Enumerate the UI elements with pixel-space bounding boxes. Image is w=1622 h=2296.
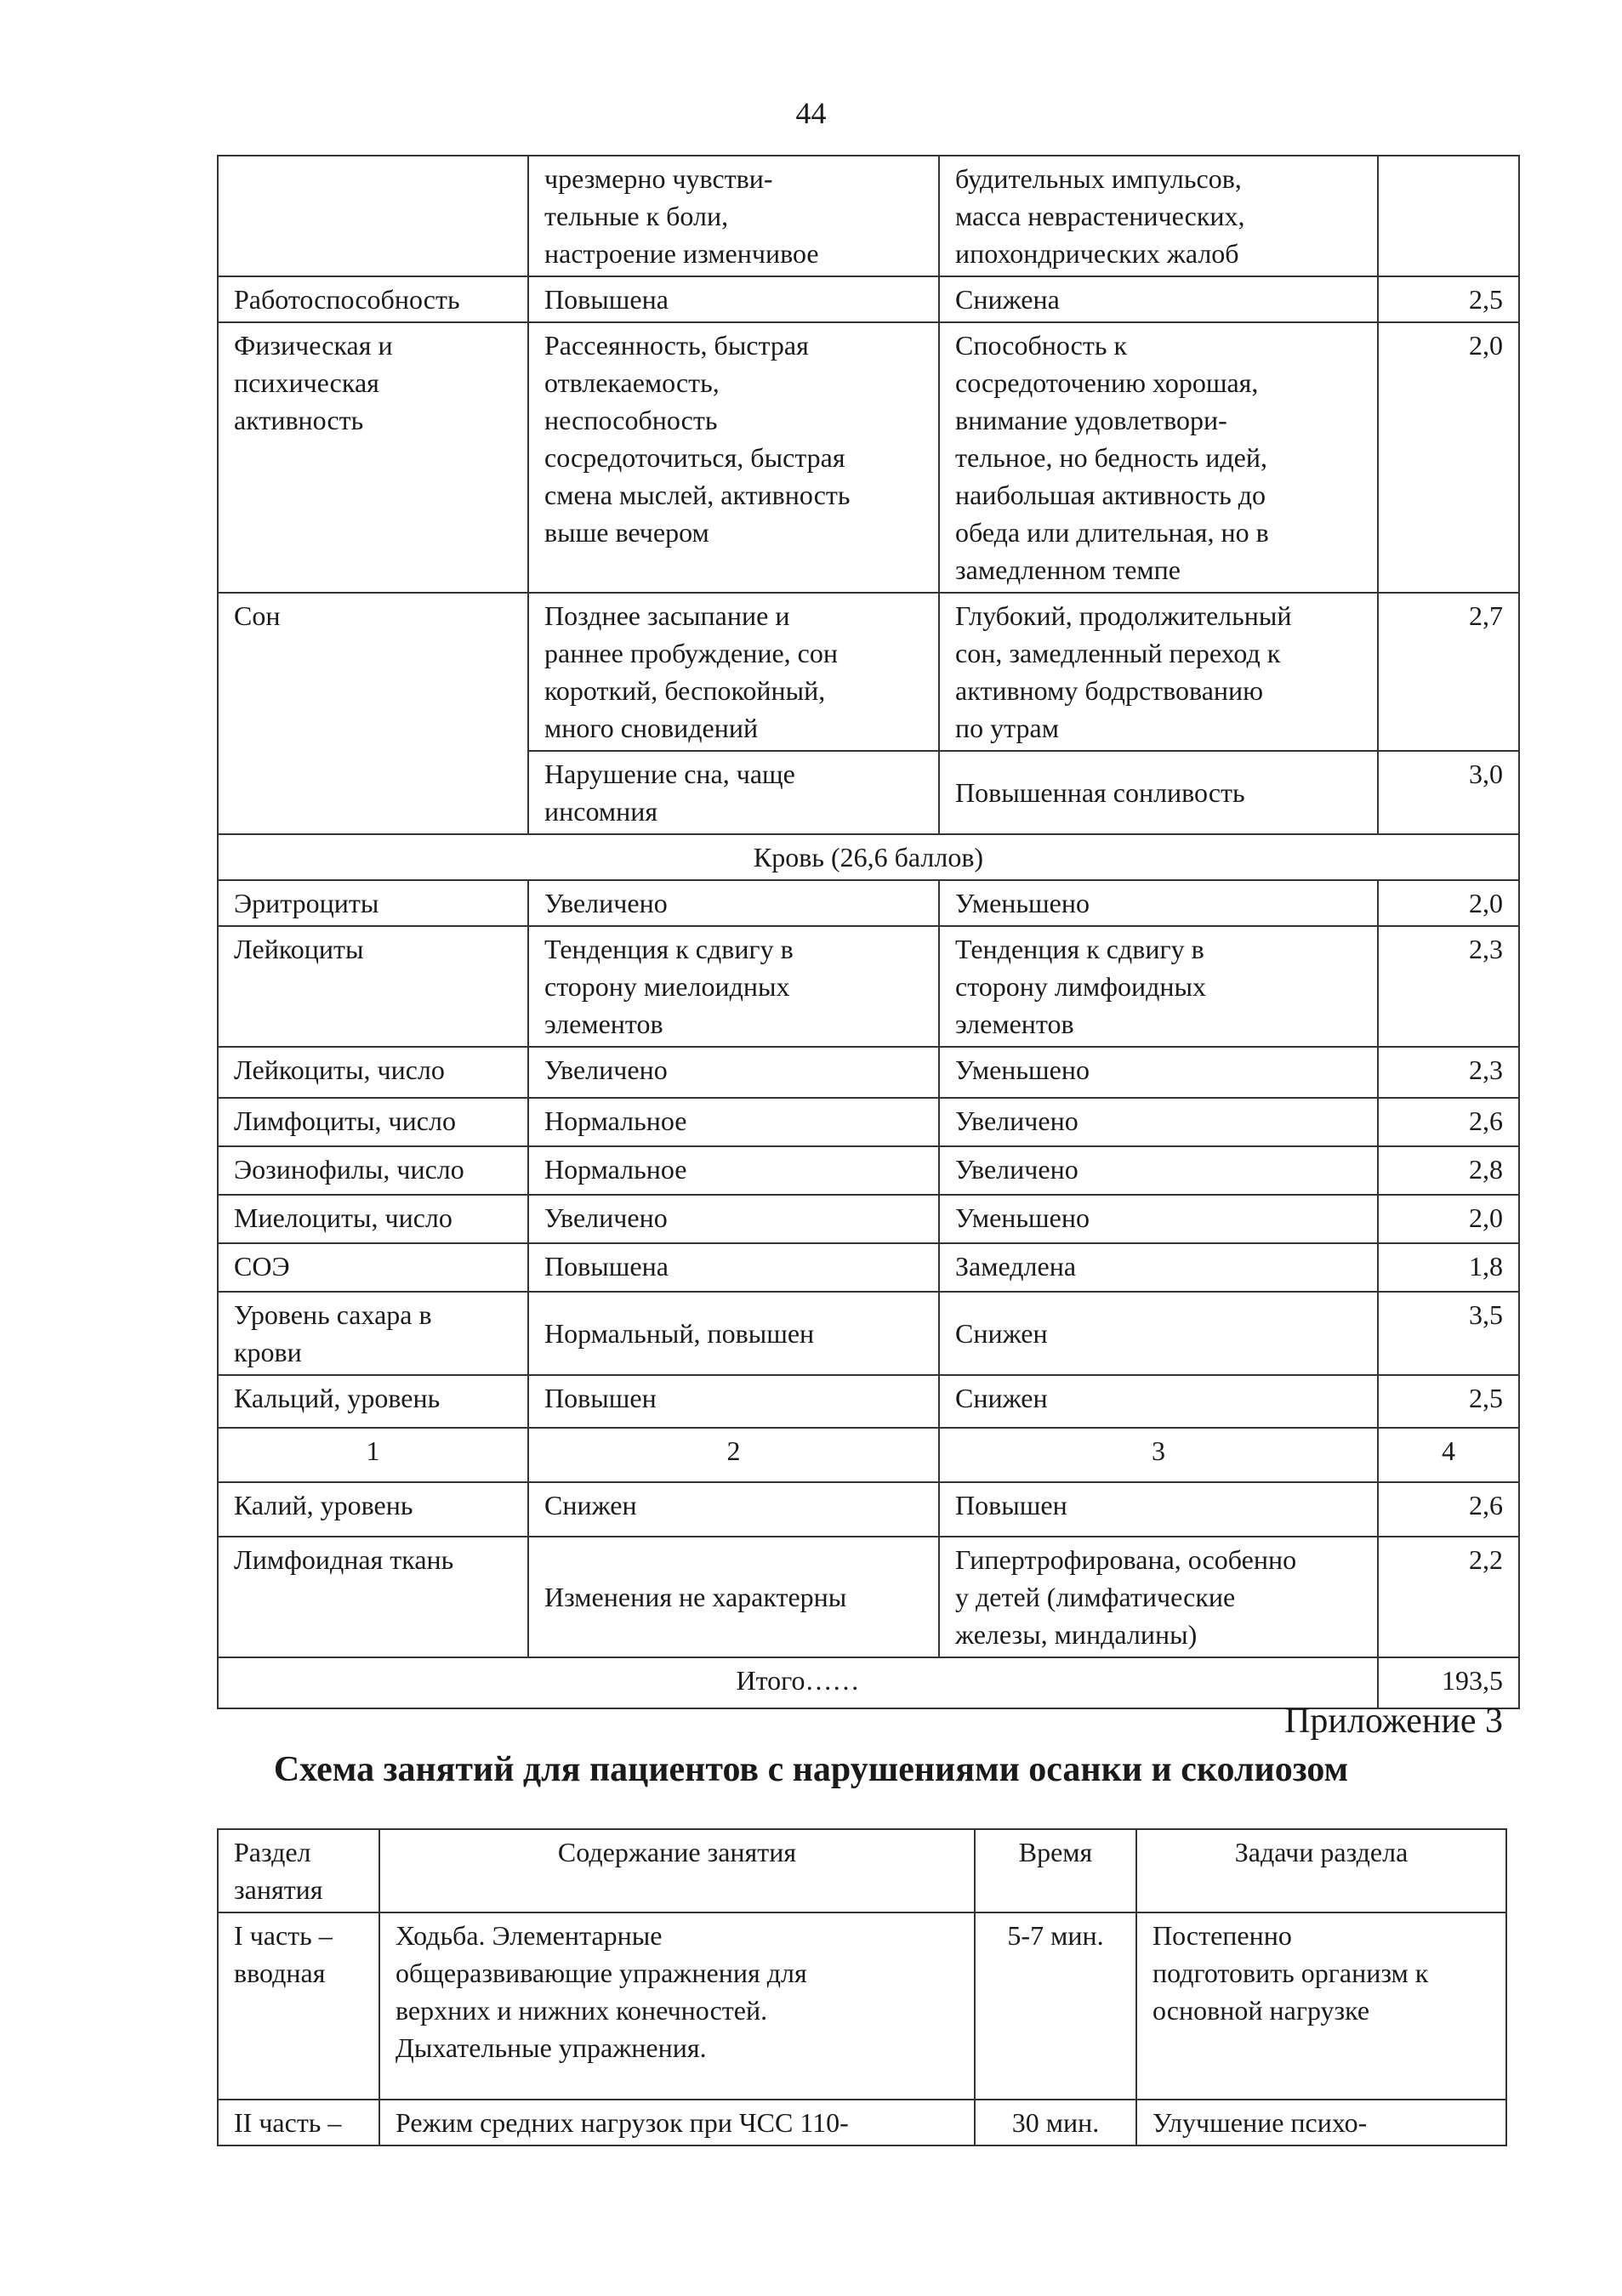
table-cell: Способность к сосредоточению хорошая, внимание удовлетвори- тельное, но бедность идей, наибольшая активность до обеда или длительная, но в замедленном темпе (939, 322, 1378, 593)
table-cell: 2,3 (1378, 1047, 1519, 1098)
table-row (218, 276, 1519, 322)
constitution-table (217, 155, 1520, 1709)
table-row (218, 1292, 1519, 1375)
table-cell: Лейкоциты, число (218, 1047, 528, 1098)
table-cell: Нормальное (528, 1146, 939, 1195)
table-row (218, 593, 1519, 751)
table-cell: чрезмерно чувстви- тельные к боли, настроение изменчивое (528, 156, 939, 276)
table-cell: 1,8 (1378, 1243, 1519, 1292)
table-cell: Уменьшено (939, 1195, 1378, 1243)
table-cell: Тенденция к сдвигу в сторону лимфоидных элементов (939, 926, 1378, 1047)
table-cell: будительных импульсов, масса неврастенических, ипохондрических жалоб (939, 156, 1378, 276)
table-cell: Гипертрофирована, особенно у детей (лимфатические железы, миндалины) (939, 1537, 1378, 1657)
table-cell: 2,6 (1378, 1098, 1519, 1146)
table-cell: Повышен (528, 1375, 939, 1428)
column-number: 1 (218, 1428, 528, 1482)
table-cell: Ходьба. Элементарные общеразвивающие упражнения для верхних и нижних конечностей. Дыхательные упражнения. (379, 1912, 975, 2100)
table-cell: Уменьшено (939, 1047, 1378, 1098)
table-cell: Увеличено (939, 1098, 1378, 1146)
table-row (218, 834, 1519, 880)
table-cell: Увеличено (528, 880, 939, 926)
table-row (218, 1098, 1519, 1146)
table-cell: Позднее засыпание и раннее пробуждение, сон короткий, беспокойный, много сновидений (528, 593, 939, 751)
table-cell: Замедлена (939, 1243, 1378, 1292)
page-number: 44 (795, 96, 827, 130)
table-cell: 2,3 (1378, 926, 1519, 1047)
table-cell (218, 156, 528, 276)
exercise-schedule-table (217, 1828, 1507, 2146)
table-cell: 5-7 мин. (975, 1912, 1136, 2100)
table-cell: 3,5 (1378, 1292, 1519, 1375)
table-cell: Уровень сахара в крови (218, 1292, 528, 1375)
table-cell: Нормальный, повышен (528, 1292, 939, 1375)
blood-section-header: Кровь (26,6 баллов) (218, 834, 1519, 880)
table-row (218, 1375, 1519, 1428)
table-header-cell: Время (975, 1829, 1136, 1912)
table-cell: Снижен (939, 1375, 1378, 1428)
table-cell: 2,0 (1378, 322, 1519, 593)
table-cell: Снижен (528, 1482, 939, 1537)
table-cell: Сон (218, 593, 528, 834)
table-cell: Уменьшено (939, 880, 1378, 926)
table-cell: Повышена (528, 276, 939, 322)
table-row (218, 156, 1519, 276)
table-row (218, 2100, 1506, 2145)
table-cell: 2,5 (1378, 276, 1519, 322)
table-row (218, 1912, 1506, 2100)
table-cell: 2,0 (1378, 1195, 1519, 1243)
table-cell: Эозинофилы, число (218, 1146, 528, 1195)
table-cell: Повышенная сонливость (939, 751, 1378, 834)
table-cell: Улучшение психо- (1136, 2100, 1506, 2145)
table-row (218, 1047, 1519, 1098)
table-row (218, 880, 1519, 926)
table-cell: Увеличено (528, 1195, 939, 1243)
table-cell: Постепенно подготовить организм к основной нагрузке (1136, 1912, 1506, 2100)
table-cell: Увеличено (939, 1146, 1378, 1195)
table-cell: 2,6 (1378, 1482, 1519, 1537)
table-cell: Режим средних нагрузок при ЧСС 110- (379, 2100, 975, 2145)
table-cell: 2,5 (1378, 1375, 1519, 1428)
table-cell: 2,8 (1378, 1146, 1519, 1195)
table-header-cell: Задачи раздела (1136, 1829, 1506, 1912)
table-cell: Глубокий, продолжительный сон, замедленный переход к активному бодрствованию по утрам (939, 593, 1378, 751)
table-cell: Снижен (939, 1292, 1378, 1375)
table-row (218, 926, 1519, 1047)
table-cell: I часть – вводная (218, 1912, 379, 2100)
table-cell: Снижена (939, 276, 1378, 322)
section-title: Схема занятий для пациентов с нарушениями осанки и сколиозом (273, 1750, 1349, 1789)
table-cell: Нарушение сна, чаще инсомния (528, 751, 939, 834)
table-row (218, 1243, 1519, 1292)
column-number: 2 (528, 1428, 939, 1482)
table-cell: Лимфоидная ткань (218, 1537, 528, 1657)
table-cell: Повышен (939, 1482, 1378, 1537)
table-cell: Эритроциты (218, 880, 528, 926)
table-row (218, 322, 1519, 593)
table-header-cell: Содержание занятия (379, 1829, 975, 1912)
table-row (218, 1195, 1519, 1243)
table-cell: Лимфоциты, число (218, 1098, 528, 1146)
table-cell: 3,0 (1378, 751, 1519, 834)
total-value: 193,5 (1378, 1657, 1519, 1708)
column-number: 3 (939, 1428, 1378, 1482)
table-cell: Работоспособность (218, 276, 528, 322)
table-cell: 2,0 (1378, 880, 1519, 926)
table-cell: Изменения не характерны (528, 1537, 939, 1657)
appendix-label: Приложение 3 (1284, 1702, 1503, 1741)
table-cell: Увеличено (528, 1047, 939, 1098)
table-cell: СОЭ (218, 1243, 528, 1292)
table-cell: Калий, уровень (218, 1482, 528, 1537)
table-cell: 2,7 (1378, 593, 1519, 751)
table-cell: Физическая и психическая активность (218, 322, 528, 593)
table-cell: Кальций, уровень (218, 1375, 528, 1428)
column-number: 4 (1378, 1428, 1519, 1482)
table-cell: II часть – (218, 2100, 379, 2145)
table-header-row (218, 1829, 1506, 1912)
table-cell: 30 мин. (975, 2100, 1136, 2145)
table-cell: Повышена (528, 1243, 939, 1292)
table-header-cell: Раздел занятия (218, 1829, 379, 1912)
table-row (218, 1146, 1519, 1195)
column-number-row (218, 1428, 1519, 1482)
table-cell (1378, 156, 1519, 276)
table-cell: Нормальное (528, 1098, 939, 1146)
table-row (218, 1482, 1519, 1537)
table-cell: Рассеянность, быстрая отвлекаемость, неспособность сосредоточиться, быстрая смена мыслей, активность выше вечером (528, 322, 939, 593)
table-cell: 2,2 (1378, 1537, 1519, 1657)
table-cell: Тенденция к сдвигу в сторону миелоидных элементов (528, 926, 939, 1047)
table-cell: Лейкоциты (218, 926, 528, 1047)
table-row (218, 1537, 1519, 1657)
table-cell: Миелоциты, число (218, 1195, 528, 1243)
total-label: Итого…… (218, 1657, 1378, 1708)
